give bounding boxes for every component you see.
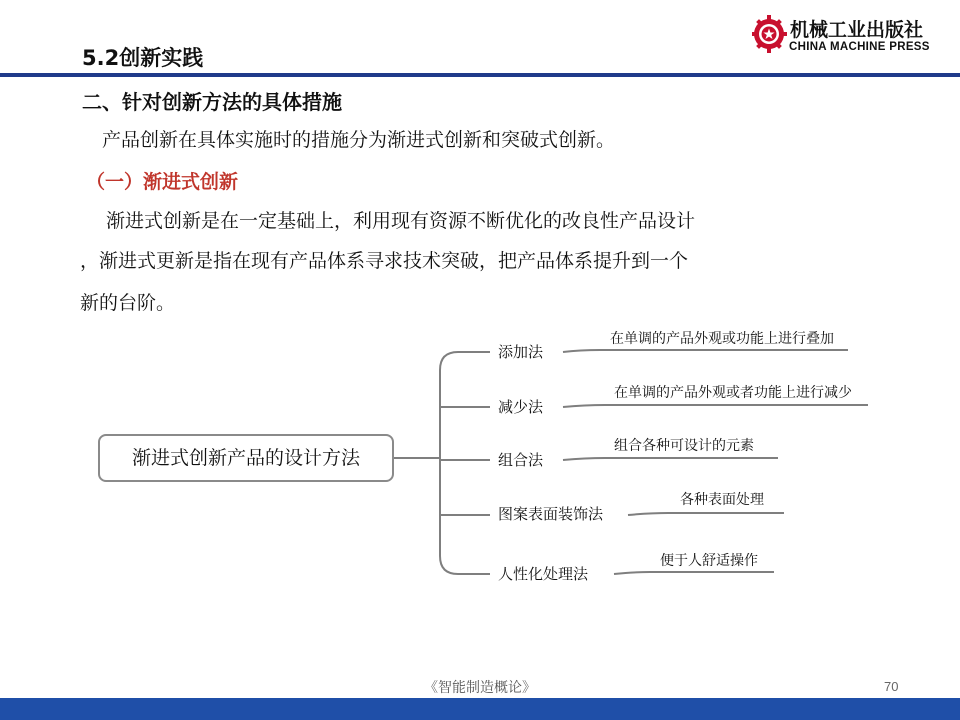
paragraph-line: 新的台阶。 (80, 292, 176, 314)
branch-detail: 组合各种可设计的元素 (614, 438, 754, 454)
branch-label: 人性化处理法 (498, 565, 589, 583)
leaf-underline (628, 513, 784, 515)
footer-bar (0, 698, 960, 720)
leaf-underline (563, 350, 848, 352)
branch-detail: 便于人舒适操作 (660, 553, 758, 569)
leaf-underline (614, 572, 774, 574)
leaf-underline (563, 458, 778, 460)
mindmap-root-label: 渐进式创新产品的设计方法 (131, 447, 360, 469)
publisher-name-cn: 机械工业出版社 (790, 19, 924, 41)
paragraph-line: 渐进式创新是在一定基础上，利用现有资源不断优化的改良性产品设计 (106, 210, 696, 232)
page-number: 70 (884, 679, 899, 694)
subheading: （一）渐进式创新 (86, 171, 239, 193)
paragraph-line: ，渐进式更新是指在现有产品体系寻求技术突破，把产品体系提升到一个 (80, 250, 689, 272)
section-heading: 二、针对创新方法的具体措施 (82, 90, 342, 114)
trunk-line (440, 352, 458, 574)
branch-label: 图案表面装饰法 (498, 505, 604, 523)
slide-title: 5.2创新实践 (82, 46, 204, 70)
publisher-name-en: CHINA MACHINE PRESS (789, 41, 930, 53)
branch-detail: 各种表面处理 (680, 492, 764, 508)
branch-label: 减少法 (498, 398, 544, 416)
leaf-underline (563, 405, 868, 407)
intro-text: 产品创新在具体实施时的措施分为渐进式创新和突破式创新。 (102, 129, 616, 151)
footer-book-title: 《智能制造概论》 (424, 680, 536, 696)
branch-detail: 在单调的产品外观或功能上进行叠加 (610, 331, 834, 347)
branch-detail: 在单调的产品外观或者功能上进行减少 (614, 385, 852, 401)
branch-label: 组合法 (498, 451, 544, 469)
branch-label: 添加法 (498, 343, 544, 361)
